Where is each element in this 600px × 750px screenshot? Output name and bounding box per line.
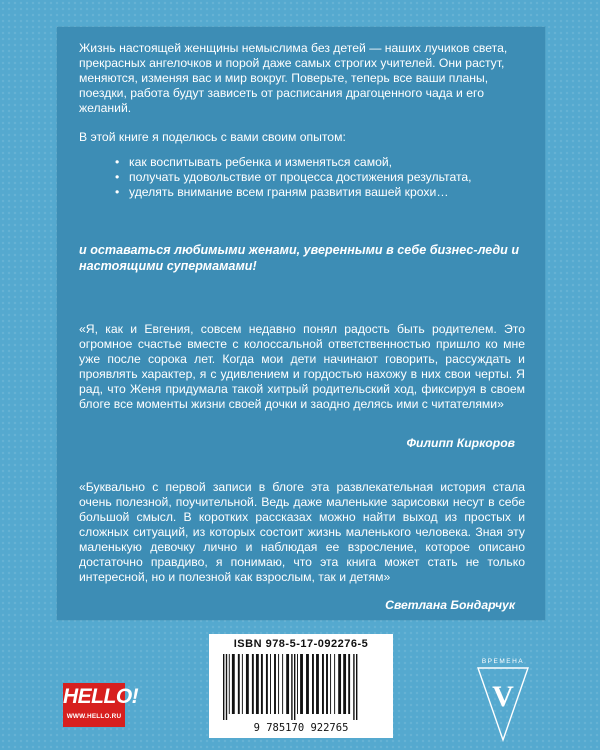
hello-logo-word: HELLO! bbox=[63, 685, 139, 708]
hello-logo-url: WWW.HELLO.RU bbox=[66, 713, 122, 720]
barcode bbox=[209, 634, 393, 738]
vremena-logo-word: ВРЕМЕНА bbox=[481, 658, 525, 665]
quote-kirkorov: «Я, как и Евгения, совсем недавно понял радость быть родителем. Это огромное счастье вместе с колоссальной ответственностью пришло ко мне уже после сорока лет. Когда мои дети начинают говорить, рассуждать и проявлять характер, я с удивлением и гордостью нахожу в них свои черты. Я рад, что Женя придумала такой хитрый родительский ход, фиксируя в своем блоге все моменты жизни своей дочки и заодно делясь ими с читателями» bbox=[79, 322, 525, 411]
vremena-logo-letter: V bbox=[492, 680, 514, 713]
bullet-item: • получать удовольствие от процесса достижения результата, bbox=[115, 170, 515, 185]
vremena-publisher-logo bbox=[472, 654, 534, 744]
intro-paragraph: Жизнь настоящей женщины немыслима без детей — наших лучиков света, прекрасных ангелочков и порой даже самых строгих учителей. Они растут, меняются, изменяя вас и мир вокруг. Поверьте, теперь все ваши планы, поездки, работа будут зависеть от расписания драгоценного чада и его желаний. bbox=[79, 41, 508, 115]
emphasis-sentence: и оставаться любимыми женами, уверенными в себе бизнес-леди и настоящими супермамами! bbox=[79, 243, 520, 273]
barcode-digits: 9 785170 922765 bbox=[253, 722, 349, 734]
bullet-list bbox=[115, 155, 515, 200]
lead-sentence: В этой книге я поделюсь с вами своим опытом: bbox=[79, 130, 346, 144]
bullet-item: • уделять внимание всем граням развития вашей крохи… bbox=[115, 185, 515, 200]
bullet-item: • как воспитывать ребенка и изменяться самой, bbox=[115, 155, 515, 170]
quote-author-bondarchuk: Светлана Бондарчук bbox=[385, 598, 515, 612]
isbn-text: ISBN 978-5-17-092276-5 bbox=[233, 638, 369, 650]
quote-bondarchuk: «Буквально с первой записи в блоге эта развлекательная история стала очень полезной, поучительной. Ведь даже маленькие зарисовки несут в себе большой смысл. В коротких рассказах можно найти выход из простых и сложных ситуаций, из которых состоит жизнь маленького человека. Зная эту маленькую девочку лично и наблюдая ее взросление, которое описано достаточно правдиво, я понимаю, что эта книга может стать не только интересной, но и полезной как взрослым, так и детям» bbox=[79, 480, 525, 584]
hello-logo bbox=[63, 683, 139, 727]
barcode-bars bbox=[221, 654, 385, 720]
quote-author-kirkorov: Филипп Киркоров bbox=[406, 436, 515, 450]
